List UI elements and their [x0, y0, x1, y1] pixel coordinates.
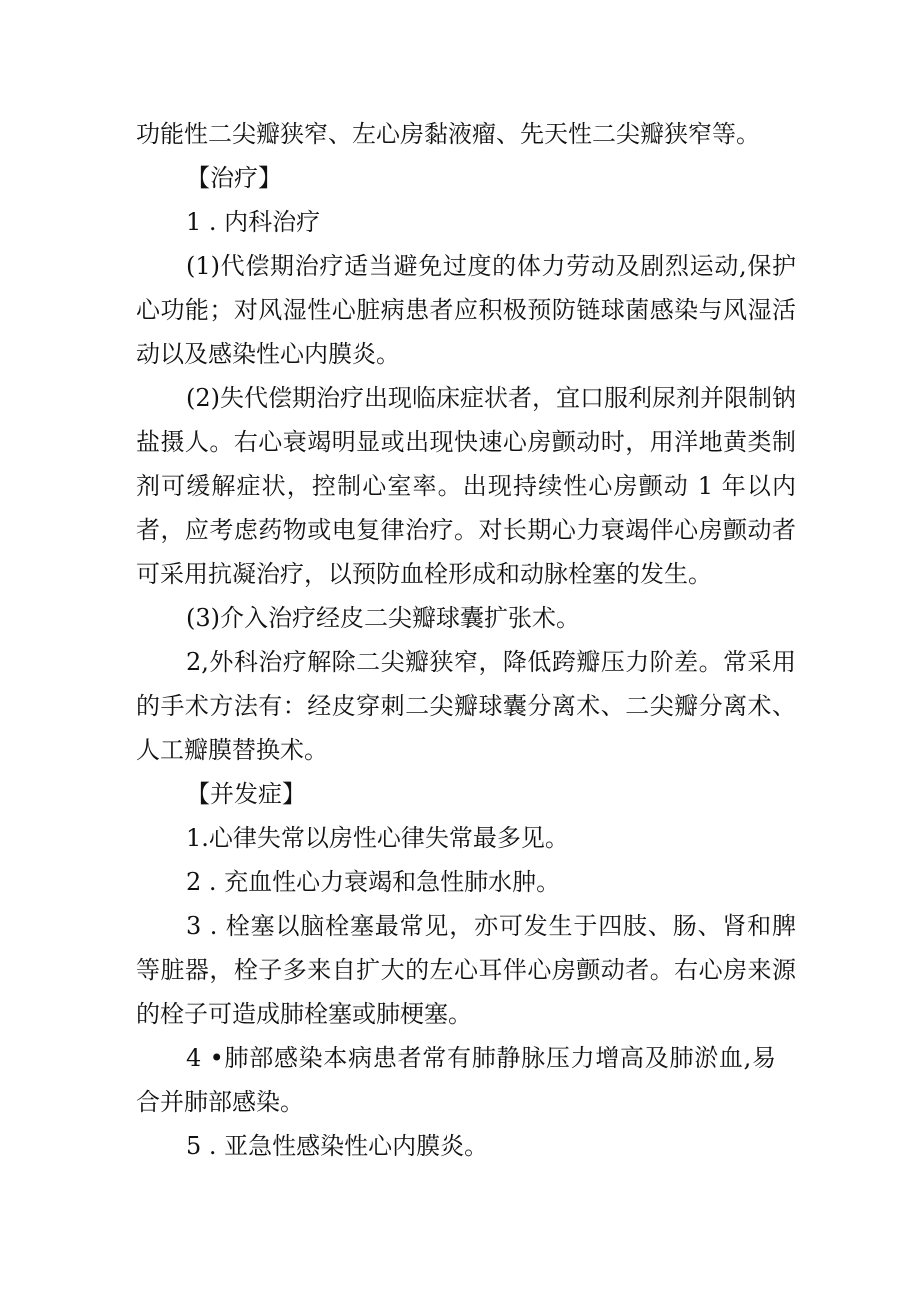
- paragraph-decompensated-stage: (2)失代偿期治疗出现临床症状者，宜口服利尿剂并限制钠盐摄人。右心衰竭明显或出现快速心房颤动时，用洋地黄类制剂可缓解症状，控制心室率。出现持续性心房颤动 1 年以内者，应考虑药物或电复律治疗。对长期心力衰竭伴心房颤动者可采用抗凝治疗，以预防血栓形成和动脉栓塞的发生。: [136, 384, 796, 588]
- paragraph-surgical-treatment: 2,外科治疗解除二尖瓣狭窄，降低跨瓣压力阶差。常采用的手术方法有：经皮穿刺二尖瓣球囊分离术、二尖瓣分离术、人工瓣膜替换术。: [136, 648, 796, 764]
- complication-lung-infection: 4 •肺部感染本病患者常有肺静脉压力增高及肺淤血,易合并肺部感染。: [136, 1044, 776, 1116]
- paragraph-interventional-treatment: (3)介入治疗经皮二尖瓣球囊扩张术。: [186, 604, 580, 632]
- paragraph-differential-diagnosis-end: 功能性二尖瓣狭窄、左心房黏液瘤、先天性二尖瓣狭窄等。: [136, 120, 760, 148]
- complication-embolism: 3 . 栓塞以脑栓塞最常见，亦可发生于四肢、肠、肾和脾等脏器，栓子多来自扩大的左心耳伴心房颤动者。右心房来源的栓子可造成肺栓塞或肺梗塞。: [136, 912, 796, 1028]
- complication-heart-failure: 2 . 充血性心力衰竭和急性肺水肿。: [186, 868, 561, 896]
- subheading-medical-treatment: 1 . 内科治疗: [186, 208, 321, 236]
- section-heading-treatment: 【治疗】: [186, 164, 282, 192]
- section-heading-complications: 【并发症】: [186, 780, 306, 808]
- paragraph-compensated-stage: (1)代偿期治疗适当避免过度的体力劳动及剧烈运动,保护心功能；对风湿性心脏病患者应积极预防链球菌感染与风湿活动以及感染性心内膜炎。: [136, 252, 796, 368]
- complication-endocarditis: 5 . 亚急性感染性心内膜炎。: [186, 1132, 489, 1160]
- complication-arrhythmia: 1.心律失常以房性心律失常最多见。: [186, 824, 569, 852]
